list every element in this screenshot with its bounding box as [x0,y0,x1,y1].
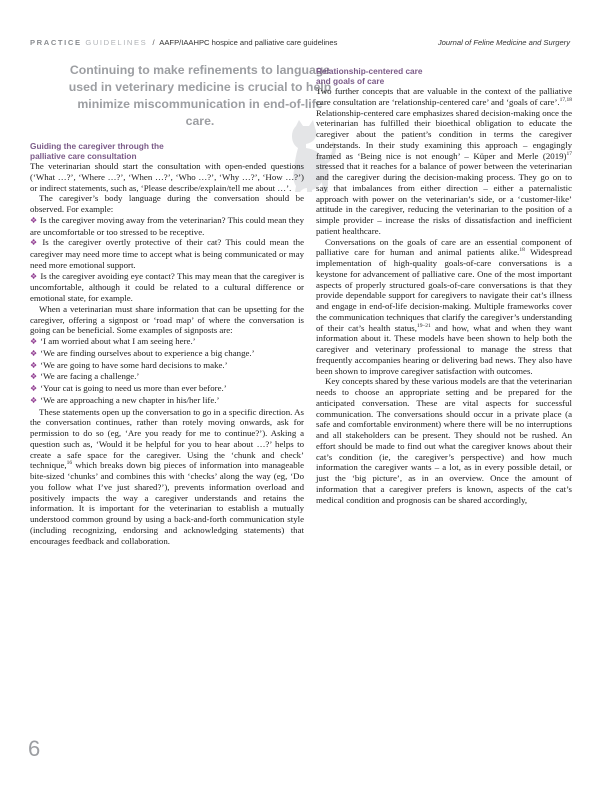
journal-name: Journal of Feline Medicine and Surgery [437,38,570,47]
diamond-bullet-icon: ❖ [30,348,38,358]
citation-ref: 18 [519,247,525,254]
running-header [30,38,570,52]
signpost-item: ❖ ‘Your cat is going to need us more than ever before.’ [30,383,227,393]
pull-quote: Continuing to make refinements to language used in veterinary medicine is crucial to help minimize miscommunication in end-of-life care. [68,63,332,128]
paragraph: Conversations on the goals of care are an essential component of palliative care for human and animal patients alike.$^{18}$ Widespread implementation of high-quality goals-of-care conversations is a keystone for advancement of palliative care. One of the most important aspects of properly structured goals-of-care conversations is that they provide dependable support for caregivers to navigate their cat’s illness and engage in end-of-life decision-making. Multiple frameworks cover the communication techniques that clarify the caregiver’s understanding of their cat’s health status,$^{19-21}$ and how, what and when they want information about it. These models have been shown to help both the caregiver and veterinary professional to manage the stress that frequently accompanies hearing or delivering bad news. They also have been shown to improve caregiver satisfaction with outcomes. [316,236,572,376]
signpost-item: ❖ ‘I am worried about what I am seeing here.’ [30,336,196,346]
section-heading-guiding: Guiding the caregiver through the palliative care consultation [30,141,164,161]
diamond-bullet-icon: ❖ [30,271,38,281]
signpost-item: ❖ ‘We are approaching a new chapter in his/her life.’ [30,394,220,405]
diamond-bullet-icon: ❖ [30,395,38,405]
left-column [30,141,304,546]
paragraph: Key concepts shared by these various models are that the veterinarian needs to choose an appropriate setting and be prepared for the anticipated conversation. These are vital aspects for successful communication. The conversations should occur in a private place (a safe and comfortable environment) where there will be no interruptions and all stakeholders can be present. They should not be rushed. An effort should be made to find out what the caregiver knows about their cat’s condition (ie, the caregiver’s perspective) and how much information the caregiver wants – a lot, as in every possible detail, or just the ‘big picture’, as in an overview. Once the amount of information that a caregiver prefers is known, aspects of the cat’s medical condition and prognosis can be shared accordingly, [316,376,572,505]
paragraph: When a veterinarian must share information that can be upsetting for the caregiver, offering a signpost or ‘road map’ of where the conversation is going can be beneficial. Some examples of signposts are: [30,303,304,336]
diamond-bullet-icon: ❖ [30,215,38,225]
paragraph: These statements open up the conversation to go in a specific direction. As the conversation continues, rather than rotely moving onwards, ask for permission to do so (eg, ‘Are you ready for me to continue?’). Asking a question such as, ‘Would it be helpful for you to hear about …?’ helps to create a safe space for the caregiver. Using the ‘chunk and check’ technique,$^{16}$ which breaks down big pieces of information into manageable bite-sized ‘chunks’ and combines this with ‘checks’ along the way (eg, ‘Do you follow what I’ve just shared?’), prevents information overload and positively impacts the way a caregiver understands and retains the information. It is important for the veterinarian to establish a mutually understood common ground by using a back-and-forth communication style (including recognizing, endorsing and acknowledging statements) that encourages feedback and collaboration. [30,406,304,546]
citation-ref: 16 [66,460,73,467]
citation-ref: 19–21 [416,322,431,329]
signpost-item: ❖ ‘We are facing a challenge.’ [30,371,140,382]
signpost-item: ❖ ‘We are going to have some hard decisions to make.’ [30,359,228,370]
diamond-bullet-icon: ❖ [30,372,38,382]
paragraph: The veterinarian should start the consultation with open-ended questions (‘What …?’, ‘Where …?’, ‘When …?’, ‘Who …?’, ‘Why …?’, ‘How …?’) or indirect statements, such as, ‘Please describe/explain/tell me about …’. [30,161,304,193]
citation-ref: 17 [566,150,572,157]
bullet-item: ❖ Is the caregiver avoiding eye contact? This may mean that the caregiver is uncomfortable, although it could be related to a cultural difference or emotional state, for example. [30,270,305,303]
page-number: 6 [28,736,41,761]
section-label: PRACTICE GUIDELINES [30,38,148,47]
header-separator: / [152,38,155,47]
bullet-item: ❖ Is the caregiver moving away from the veterinarian? This could mean they are uncomfortable or too stressed to be receptive. [30,214,304,237]
guideline-title: AAFP/IAAHPC hospice and palliative care guidelines [159,38,338,47]
bullet-item: ❖ Is the caregiver overtly protective of their cat? This could mean the caregiver may need more time to accept what is being communicated or may need more emotional support. [30,237,304,270]
diamond-bullet-icon: ❖ [30,337,38,346]
diamond-bullet-icon: ❖ [30,238,40,248]
diamond-bullet-icon: ❖ [30,360,38,370]
paragraph: The caregiver’s body language during the conversation should be observed. For example: [30,193,304,214]
citation-ref: 17,18 [559,96,572,103]
section-heading-relationship: Relationship-centered care and goals of care [316,66,423,86]
diamond-bullet-icon: ❖ [30,384,38,393]
right-column [316,66,572,505]
paragraph: Two further concepts that are valuable in the context of the palliative care consultation are ‘relationship-centered care’ and ‘goals of care’.$^{17,18}$ Relationship-centered care emphasizes shared decision-making once the veterinarian has fulfilled their bioethical obligation to educate the caregiver about the patient’s condition in terms the caregiver understands. In their study examining this approach – engagingly framed as ‘Being nice is not enough’ – Küper and Merle $(2019)^{17}$ stressed that it reaches for a balance of power between the veterinarian and the caregiver during the decision-making process. They go on to say that imbalances from either direction – either a paternalistic approach with power on the veterinarian’s side, or a ‘customer-like’ attitude in the caregiver, reducing the veterinarian to the position of a simple provider – increase the risks of dissatisfaction and inefficient patient healthcare. [316,86,572,236]
signpost-item: ❖ ‘We are finding ourselves about to experience a big change.’ [30,347,255,358]
